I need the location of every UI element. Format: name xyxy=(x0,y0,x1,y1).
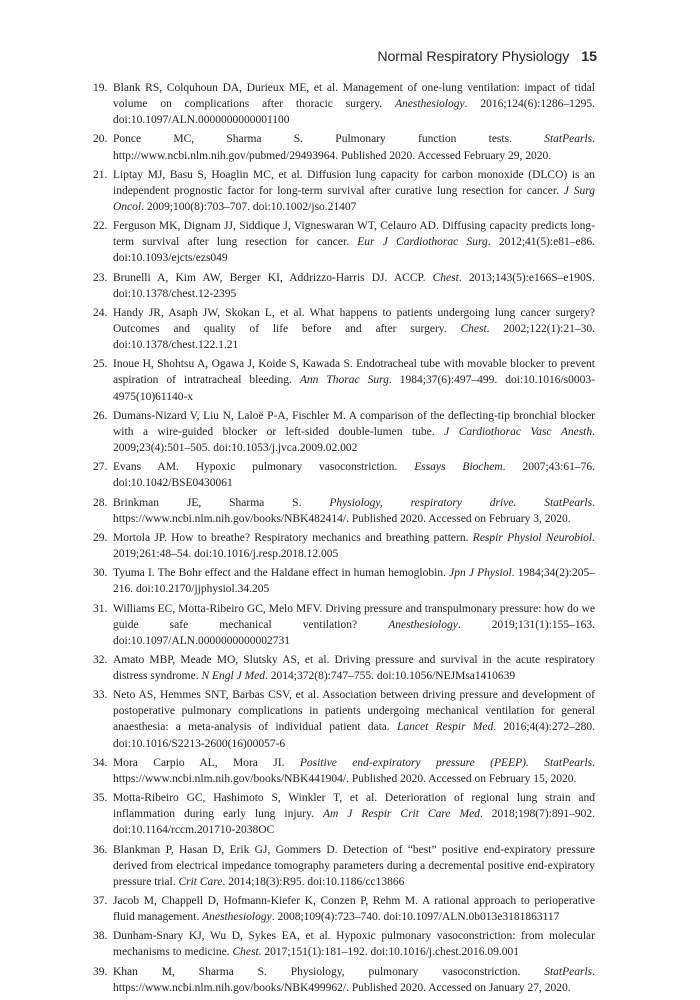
page-header xyxy=(377,49,597,65)
reference-item xyxy=(93,842,595,890)
reference-item xyxy=(93,270,595,302)
reference-text-segment: . https://www.ncbi.nlm.nih.gov/books/NBK441904/. Published 2020. Accessed on February 15, 2020. xyxy=(113,756,596,785)
reference-item xyxy=(93,565,595,597)
reference-number: 35. xyxy=(93,792,108,805)
reference-number: 22. xyxy=(93,220,108,233)
reference-number: 21. xyxy=(93,168,108,181)
reference-text-segment: . 2007;43:61–76. doi:10.1042/BSE0430061 xyxy=(113,461,595,490)
reference-source-italic: Crit Care xyxy=(178,875,223,888)
reference-number: 31. xyxy=(93,602,108,615)
reference-text-segment: Ponce MC, Sharma S. Pulmonary function tests. xyxy=(113,133,545,146)
reference-text xyxy=(113,893,595,925)
reference-text xyxy=(113,270,595,302)
reference-text-segment: . 2012;41(5):e81–e86. doi:10.1093/ejcts/ezs049 xyxy=(113,236,595,265)
reference-text xyxy=(113,305,595,353)
reference-item xyxy=(93,495,595,527)
reference-source-italic: Anesthesiology xyxy=(394,98,465,111)
reference-source-italic: Eur J Cardiothorac Surg xyxy=(357,236,488,249)
reference-number: 34. xyxy=(93,756,108,769)
reference-text-segment: . 2014;372(8):747–755. doi:10.1056/NEJMsa1410639 xyxy=(265,670,516,683)
reference-text-segment: Liptay MJ, Basu S, Hoaglin MC, et al. Diffusion lung capacity for carbon monoxide (DLCO) is an independent prognostic factor for long-term survival after curative lung resection for cancer. xyxy=(113,168,595,197)
reference-item xyxy=(93,790,595,838)
reference-text-segment: . 2017;151(1):181–192. doi:10.1016/j.chest.2016.09.001 xyxy=(258,946,519,959)
reference-number: 27. xyxy=(93,461,108,474)
reference-number: 32. xyxy=(93,653,108,666)
reference-item xyxy=(93,80,595,128)
reference-source-italic: Am J Respir Crit Care Med xyxy=(322,808,480,821)
reference-text-segment: . 2002;122(1):21–30. doi:10.1378/chest.122.1.21 xyxy=(113,323,595,352)
reference-text-segment: . 2008;109(4):723–740. doi:10.1097/ALN.0b013e3181863117 xyxy=(271,911,560,924)
reference-text-segment: Blank RS, Colquhoun DA, Durieux ME, et al. Management of one-lung ventilation: impact of tidal volume on complications after thoracic surgery. xyxy=(113,82,595,111)
reference-item xyxy=(93,652,595,684)
reference-source-italic: StatPearls xyxy=(544,965,593,978)
reference-text xyxy=(113,408,595,456)
reference-item xyxy=(93,305,595,353)
reference-text-segment: Blankman P, Hasan D, Erik GJ, Gommers D. Detection of “best” positive end-expiratory pressure derived from electrical impedance tomography parameters during a decremental positive end-expiratory pressure trial. xyxy=(113,843,595,888)
reference-text-segment: . 1984;34(2):205–216. doi:10.2170/jjphysiol.34.205 xyxy=(113,567,595,596)
reference-item xyxy=(93,601,595,649)
reference-source-italic: Anesthesiology xyxy=(388,618,458,631)
reference-text-segment: . 2016;4(4):272–280. doi:10.1016/S2213-2600(16)00057-6 xyxy=(113,721,595,750)
reference-number: 23. xyxy=(93,271,108,284)
reference-text-segment: . 2009;23(4):501–505. doi:10.1053/j.jvca.2009.02.002 xyxy=(113,425,595,454)
reference-item xyxy=(93,893,595,925)
reference-text xyxy=(113,755,595,787)
reference-source-italic: J Cardiothorac Vasc Anesth xyxy=(444,425,593,438)
reference-text-segment: Ferguson MK, Dignam JJ, Siddique J, Vigneswaran WT, Celauro AD. Diffusing capacity predicts long-term survival after lung resection for cancer. xyxy=(113,220,595,249)
page-number: 15 xyxy=(581,49,597,65)
reference-text-segment: . 2019;131(1):155–163. doi:10.1097/ALN.0000000000002731 xyxy=(113,618,595,647)
reference-text xyxy=(113,601,595,649)
reference-text-segment: . https://www.ncbi.nlm.nih.gov/books/NBK482414/. Published 2020. Accessed on February 3, 2020. xyxy=(113,496,595,525)
reference-text xyxy=(113,842,595,890)
reference-text-segment: Amato MBP, Meade MO, Slutsky AS, et al. Driving pressure and survival in the acute respiratory distress syndrome. xyxy=(113,653,595,683)
reference-item xyxy=(93,530,595,562)
reference-text xyxy=(113,565,595,597)
reference-source-italic: Positive end-expiratory pressure (PEEP). StatPearls xyxy=(299,756,593,769)
reference-text xyxy=(113,218,595,266)
reference-text-segment: Neto AS, Hemmes SNT, Barbas CSV, et al. Association between driving pressure and development of postoperative pulmonary complications in patients undergoing mechanical ventilation for general anaesthesia: a meta-analysis of individual patient data. xyxy=(113,689,595,734)
reference-item xyxy=(93,687,595,751)
reference-number: 19. xyxy=(93,82,108,94)
reference-text-segment: Mortola JP. How to breathe? Respiratory mechanics and breathing pattern. xyxy=(113,531,473,544)
reference-text-segment: Brinkman JE, Sharma S. xyxy=(113,496,330,509)
reference-text xyxy=(113,928,595,960)
reference-number: 37. xyxy=(93,894,108,907)
reference-number: 25. xyxy=(93,358,108,371)
reference-item xyxy=(93,408,595,456)
reference-source-italic: Chest xyxy=(232,946,259,959)
reference-item xyxy=(93,755,595,787)
reference-text-segment: Tyuma I. The Bohr effect and the Haldane effect in human hemoglobin. xyxy=(113,567,450,580)
reference-text-segment: . 2018;198(7):891–902. doi:10.1164/rccm.201710-2038OC xyxy=(113,808,595,837)
reference-text-segment: Inoue H, Shohtsu A, Ogawa J, Koide S, Kawada S. Endotracheal tube with movable blocker to prevent aspiration of intratracheal bleeding. xyxy=(113,358,595,387)
reference-text-segment: Motta-Ribeiro GC, Hashimoto S, Winkler T, et al. Deterioration of regional lung strain and inflammation during early lung injury. xyxy=(113,792,595,821)
reference-number: 33. xyxy=(93,689,108,702)
reference-number: 36. xyxy=(93,843,108,856)
reference-source-italic: Ann Thorac Surg xyxy=(299,374,389,387)
reference-source-italic: N Engl J Med xyxy=(201,670,266,683)
reference-text xyxy=(113,530,595,562)
reference-source-italic: J Surg Oncol xyxy=(113,184,595,213)
reference-number: 38. xyxy=(93,930,108,943)
reference-item xyxy=(93,356,595,404)
reference-source-italic: Essays Biochem xyxy=(414,461,503,474)
reference-number: 39. xyxy=(93,965,108,978)
reference-source-italic: StatPearls xyxy=(544,133,593,146)
reference-number: 20. xyxy=(93,133,108,146)
reference-source-italic: Anesthesiology xyxy=(202,911,272,924)
reference-text xyxy=(113,495,595,527)
reference-source-italic: Physiology, respiratory drive. StatPearls xyxy=(329,496,593,509)
reference-item xyxy=(93,459,595,491)
reference-text xyxy=(113,687,595,751)
reference-text xyxy=(113,964,595,996)
reference-text-segment: Khan M, Sharma S. Physiology, pulmonary vasoconstriction. xyxy=(113,965,545,978)
reference-text-segment: Jacob M, Chappell D, Hofmann-Kiefer K, Conzen P, Rehm M. A rational approach to perioperative fluid management. xyxy=(113,894,595,924)
reference-text-segment: Dumans-Nizard V, Liu N, Laloë P-A, Fischler M. A comparison of the deflecting-tip bronchial blocker with a wire-guided blocker or left-sided double-lumen tube. xyxy=(113,409,595,438)
reference-text-segment: . 2019;261:48–54. doi:10.1016/j.resp.2018.12.005 xyxy=(113,531,596,560)
reference-number: 24. xyxy=(93,306,108,319)
reference-text-segment: Dunham-Snary KJ, Wu D, Sykes EA, et al. Hypoxic pulmonary vasoconstriction: from molecular mechanisms to medicine. xyxy=(113,930,595,959)
reference-text-segment: Williams EC, Motta-Ribeiro GC, Melo MFV. Driving pressure and transpulmonary pressure: how do we guide safe mechanical ventilation? xyxy=(113,602,595,631)
reference-text-segment: . 1984;37(6):497–499. doi:10.1016/s0003-4975(10)61140-x xyxy=(113,374,595,403)
reference-text-segment: Handy JR, Asaph JW, Skokan L, et al. What happens to patients undergoing lung cancer surgery? Outcomes and quality of life before and after surgery. xyxy=(113,306,595,336)
reference-text-segment: . http://www.ncbi.nlm.nih.gov/pubmed/29493964. Published 2020. Accessed February 29, 2020. xyxy=(113,133,595,162)
reference-text-segment: Evans AM. Hypoxic pulmonary vasoconstriction. xyxy=(113,461,415,474)
reference-text-segment: . 2014;18(3):R95. doi:10.1186/cc13866 xyxy=(222,875,405,888)
reference-source-italic: Jpn J Physiol xyxy=(449,567,512,580)
reference-text xyxy=(113,80,595,128)
reference-source-italic: Respir Physiol Neurobiol xyxy=(472,531,593,544)
reference-text-segment: . https://www.ncbi.nlm.nih.gov/books/NBK499962/. Published 2020. Accessed on January 27, 2020. xyxy=(113,965,595,994)
reference-item xyxy=(93,131,595,163)
reference-text xyxy=(113,459,595,491)
reference-text-segment: . 2009;100(8):703–707. doi:10.1002/jso.21407 xyxy=(141,200,357,213)
reference-number: 29. xyxy=(93,531,108,544)
reference-text-segment: . 2016;124(6):1286–1295. doi:10.1097/ALN.0000000000001100 xyxy=(113,98,595,127)
reference-text xyxy=(113,790,595,838)
reference-item xyxy=(93,928,595,960)
reference-item xyxy=(93,218,595,266)
reference-text xyxy=(113,356,595,404)
reference-number: 30. xyxy=(93,567,108,580)
reference-source-italic: Chest xyxy=(432,271,459,284)
reference-text-segment: . 2013;143(5):e166S–e190S. doi:10.1378/chest.12-2395 xyxy=(113,271,595,300)
reference-text-segment: Mora Carpio AL, Mora JI. xyxy=(113,756,300,769)
reference-text xyxy=(113,167,595,215)
reference-list xyxy=(93,80,595,999)
reference-item xyxy=(93,167,595,215)
reference-text xyxy=(113,652,595,684)
reference-item xyxy=(93,964,595,996)
running-head: Normal Respiratory Physiology xyxy=(377,49,570,65)
reference-number: 26. xyxy=(93,409,108,422)
reference-number: 28. xyxy=(93,496,108,509)
reference-source-italic: Chest xyxy=(460,323,487,336)
reference-text xyxy=(113,131,595,163)
reference-source-italic: Lancet Respir Med xyxy=(397,721,494,734)
reference-text-segment: Brunelli A, Kim AW, Berger KI, Addrizzo-Harris DJ. ACCP. xyxy=(113,271,433,284)
